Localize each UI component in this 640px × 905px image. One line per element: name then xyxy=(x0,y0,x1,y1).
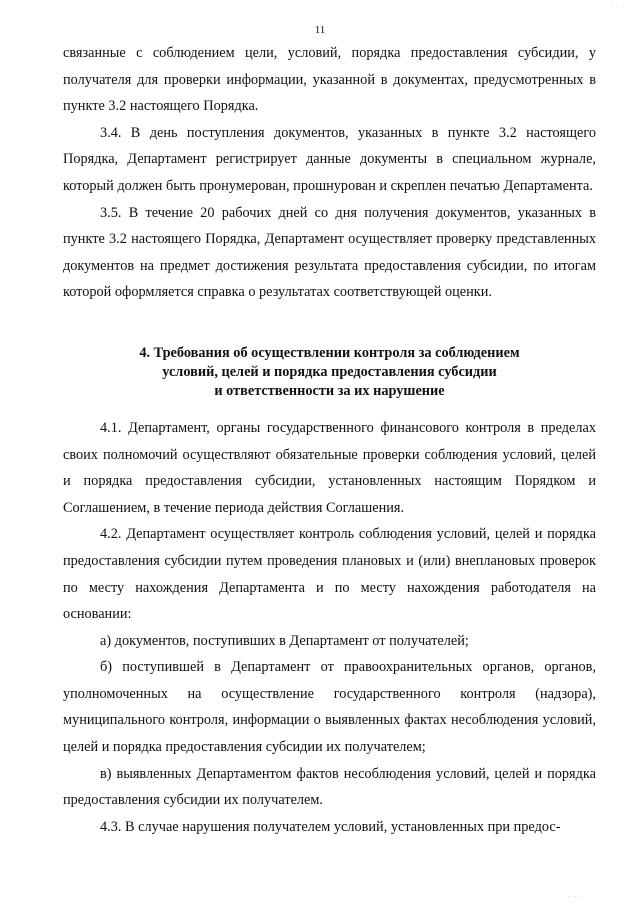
paragraph-4-1: 4.1. Департамент, органы государственного финансового контроля в пределах своих полномочий осуществляют обязательные проверки соблюдения условий, целей и порядка предоставления субсидии, установленных настоящим Порядком и Соглашением, в течение периода действия Соглашения. xyxy=(63,419,596,516)
heading-line-3: и ответственности за их нарушение xyxy=(214,382,445,399)
scan-artifact-bottom: · · · xyxy=(568,893,584,901)
paragraph-4-3: 4.3. В случае нарушения получателем условий, установленных при предос- xyxy=(100,818,561,835)
list-item-v: в) выявленных Департаментом фактов несоблюдения условий, целей и порядка предоставления субсидии их получателем. xyxy=(63,765,596,809)
list-item-b: б) поступившей в Департамент от правоохранительных органов, органов, уполномоченных на осуществление государственного контроля (надзора), муниципального контроля, информации о выявленных фактах несоблюдения условий, целей и порядка предоставления субсидии их получателем; xyxy=(63,659,596,756)
paragraph-3-4: 3.4. В день поступления документов, указанных в пункте 3.2 настоящего Порядка, Департамент регистрирует данные документы в специальном журнале, который должен быть пронумерован, прошнурован и скреплен печатью Департамента. xyxy=(63,124,596,194)
paragraph-3-5: 3.5. В течение 20 рабочих дней со дня получения документов, указанных в пункте 3.2 настоящего Порядка, Департамент осуществляет проверку представленных документов на предмет достижения результата предоставления субсидии, по итогам которой оформляется справка о результатах соответствующей оценки. xyxy=(63,204,596,301)
section-4-heading xyxy=(63,344,596,401)
heading-line-1: 4. Требования об осуществлении контроля за соблюдением xyxy=(139,344,520,361)
document-body xyxy=(63,40,596,840)
scan-artifact-top: · · · xyxy=(610,3,626,11)
page-number: 11 xyxy=(314,24,326,36)
paragraph-continuation: связанные с соблюдением цели, условий, порядка предоставления субсидии, у получателя для проверки информации, указанной в документах, предусмотренных в пункте 3.2 настоящего Порядка. xyxy=(63,45,596,115)
heading-line-2: условий, целей и порядка предоставления субсидии xyxy=(162,363,497,380)
list-item-a: а) документов, поступивших в Департамент от получателей; xyxy=(100,632,469,649)
paragraph-4-2: 4.2. Департамент осуществляет контроль соблюдения условий, целей и порядка предоставления субсидии путем проведения плановых и (или) внеплановых проверок по месту нахождения Департамента и по месту нахождения работодателя на основании: xyxy=(63,526,596,623)
